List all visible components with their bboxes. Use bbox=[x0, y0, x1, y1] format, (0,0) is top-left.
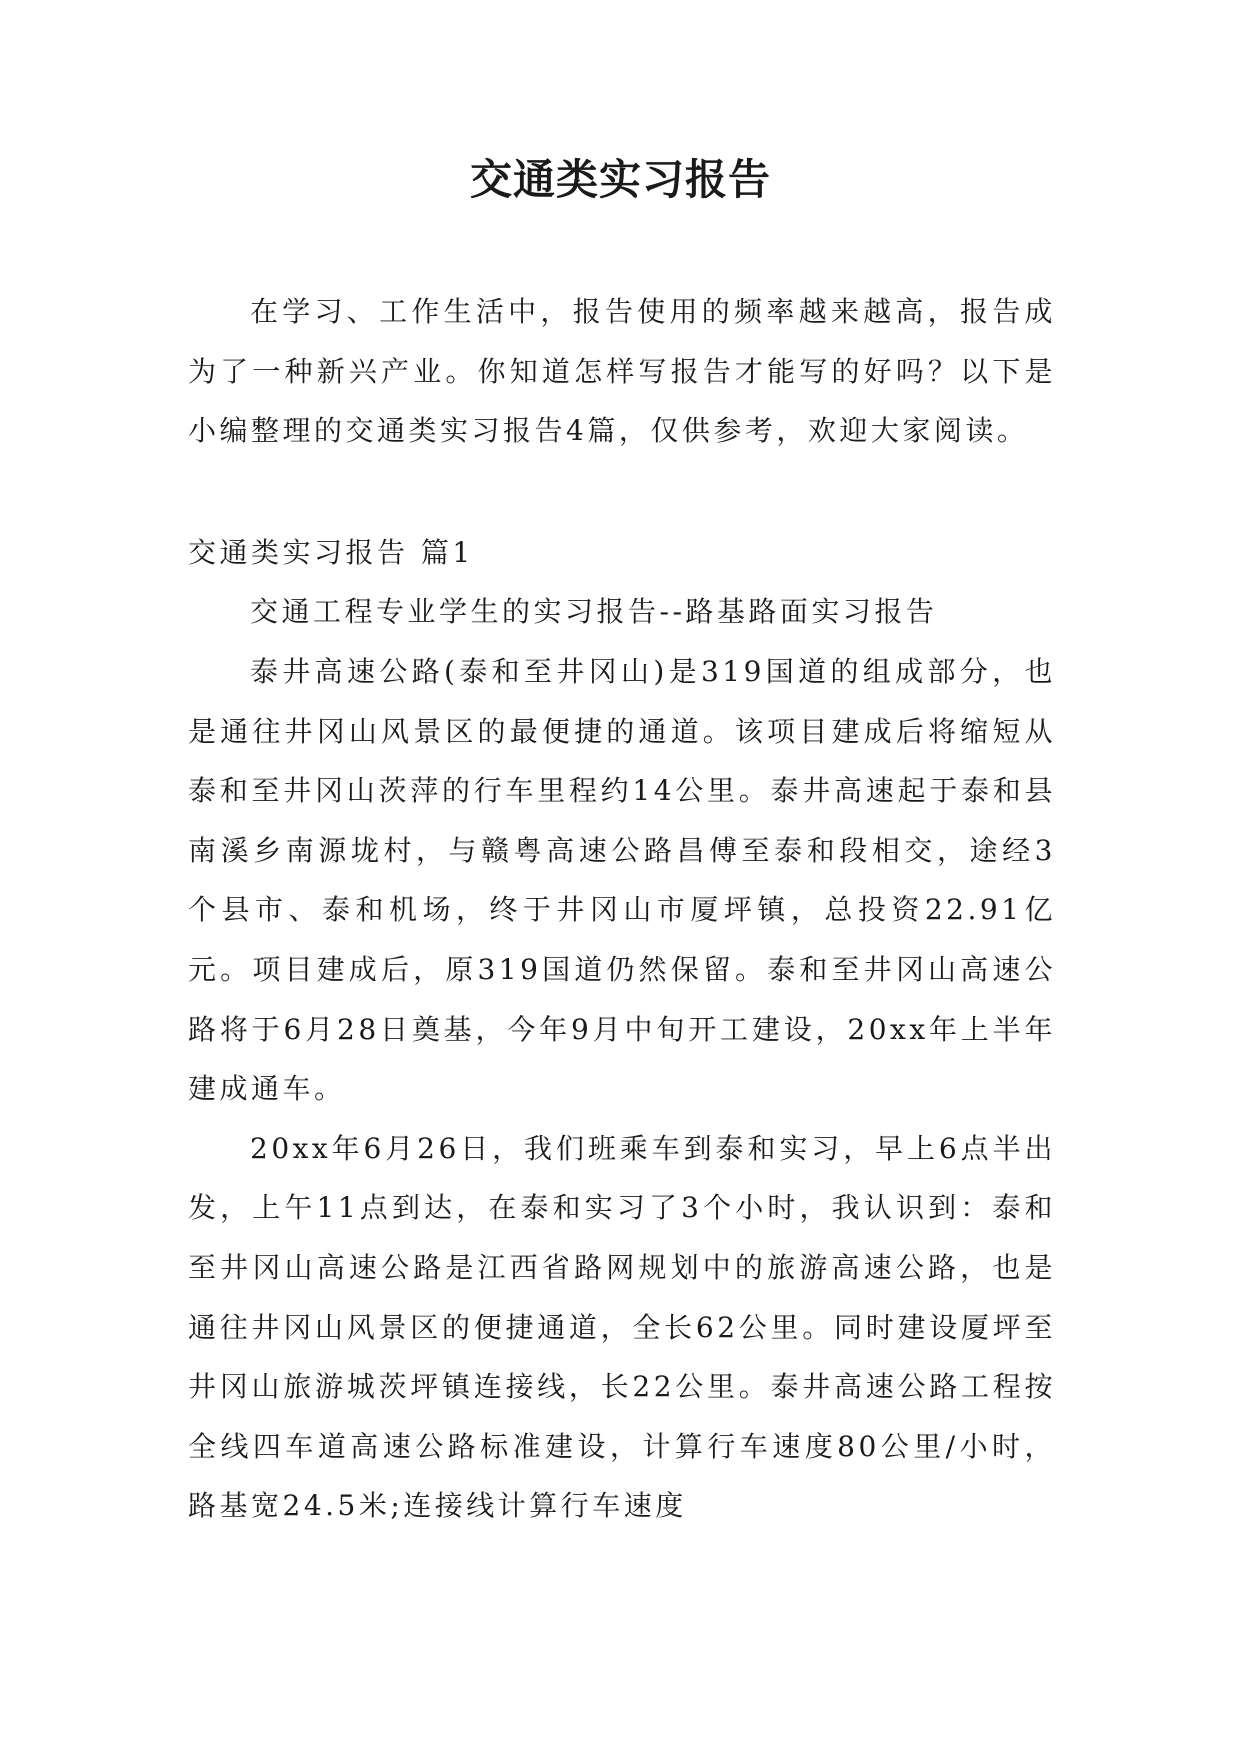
section-heading: 交通类实习报告 篇1 bbox=[188, 535, 474, 569]
document-title: 交通类实习报告 bbox=[469, 155, 771, 204]
document-body bbox=[188, 282, 1056, 1536]
intro-paragraph: 在学习、工作生活中，报告使用的频率越来越高，报告成为了一种新兴产业。你知道怎样写报告才能写的好吗？以下是小编整理的交通类实习报告4篇，仅供参考，欢迎大家阅读。 bbox=[188, 295, 1056, 448]
report-subtitle: 交通工程专业学生的实习报告--路基路面实习报告 bbox=[250, 595, 938, 629]
body-paragraph-1: 泰井高速公路(泰和至井冈山)是319国道的组成部分，也是通往井冈山风景区的最便捷的通道。该项目建成后将缩短从泰和至井冈山茨萍的行车里程约14公里。泰井高速起于泰和县南溪乡南源垅村，与赣粤高速公路昌傅至泰和段相交，途经3个县市、泰和机场，终于井冈山市厦坪镇，总投资22.91亿元。项目建成后，原319国道仍然保留。泰和至井冈山高速公路将于6月28日奠基，今年9月中旬开工建设，20xx年上半年建成通车。 bbox=[188, 654, 1056, 1106]
spacer bbox=[188, 461, 1056, 523]
body-paragraph-2: 20xx年6月26日，我们班乘车到泰和实习，早上6点半出发，上午11点到达，在泰和实习了3个小时，我认识到：泰和至井冈山高速公路是江西省路网规划中的旅游高速公路，也是通往井冈山风景区的便捷通道，全长62公里。同时建设厦坪至井冈山旅游城茨坪镇连接线，长22公里。泰井高速公路工程按全线四车道高速公路标准建设，计算行车速度80公里/小时，路基宽24.5米;连接线计算行车速度 bbox=[188, 1131, 1056, 1523]
